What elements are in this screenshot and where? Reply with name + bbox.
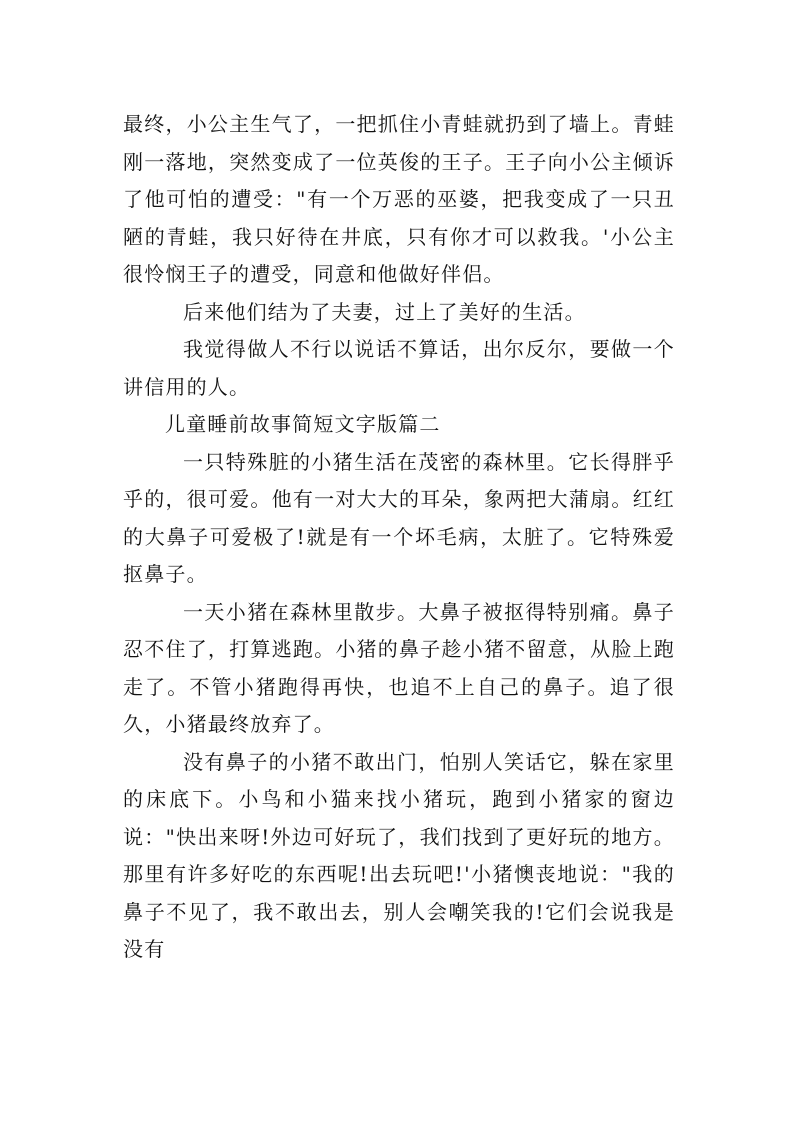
- section-heading-part-two: 儿童睡前故事简短文字版篇二: [165, 412, 441, 436]
- paragraph-hiding-piglet: 没有鼻子的小猪不敢出门，怕别人笑话它，躲在家里的床底下。小鸟和小猫来找小猪玩，跑到小猪家的窗边说："快出来呀!外边可好玩了，我们找到了更好玩的地方。那里有许多好吃的东西呢!出去玩吧!'小猪懊丧地说："我的鼻子不见了，我不敢出去，别人会嘲笑我的!它们会说我是没有: [123, 749, 675, 961]
- document-body: [123, 106, 675, 969]
- paragraph-dirty-piglet: 一只特殊脏的小猪生活在茂密的森林里。它长得胖乎乎的，很可爱。他有一对大大的耳朵，象两把大蒲扇。红红的大鼻子可爱极了!就是有一个坏毛病，太脏了。它特殊爱抠鼻子。: [123, 449, 675, 586]
- paragraph-moral: 我觉得做人不行以说话不算话，出尔反尔，要做一个讲信用的人。: [123, 337, 675, 399]
- paragraph-princess-ending: 最终，小公主生气了，一把抓住小青蛙就扔到了墙上。青蛙刚一落地，突然变成了一位英俊的王子。王子向小公主倾诉了他可怕的遭受："有一个万恶的巫婆，把我变成了一只丑陋的青蛙，我只好待在井底，只有你才可以救我。'小公主很怜悯王子的遭受，同意和他做好伴侣。: [123, 112, 675, 286]
- paragraph-married: 后来他们结为了夫妻，过上了美好的生活。: [183, 299, 586, 324]
- paragraph-nose-runs-away: 一天小猪在森林里散步。大鼻子被抠得特别痛。鼻子忍不住了，打算逃跑。小猪的鼻子趁小猪不留意，从脸上跑走了。不管小猪跑得再快，也追不上自己的鼻子。追了很久，小猪最终放弃了。: [123, 599, 675, 736]
